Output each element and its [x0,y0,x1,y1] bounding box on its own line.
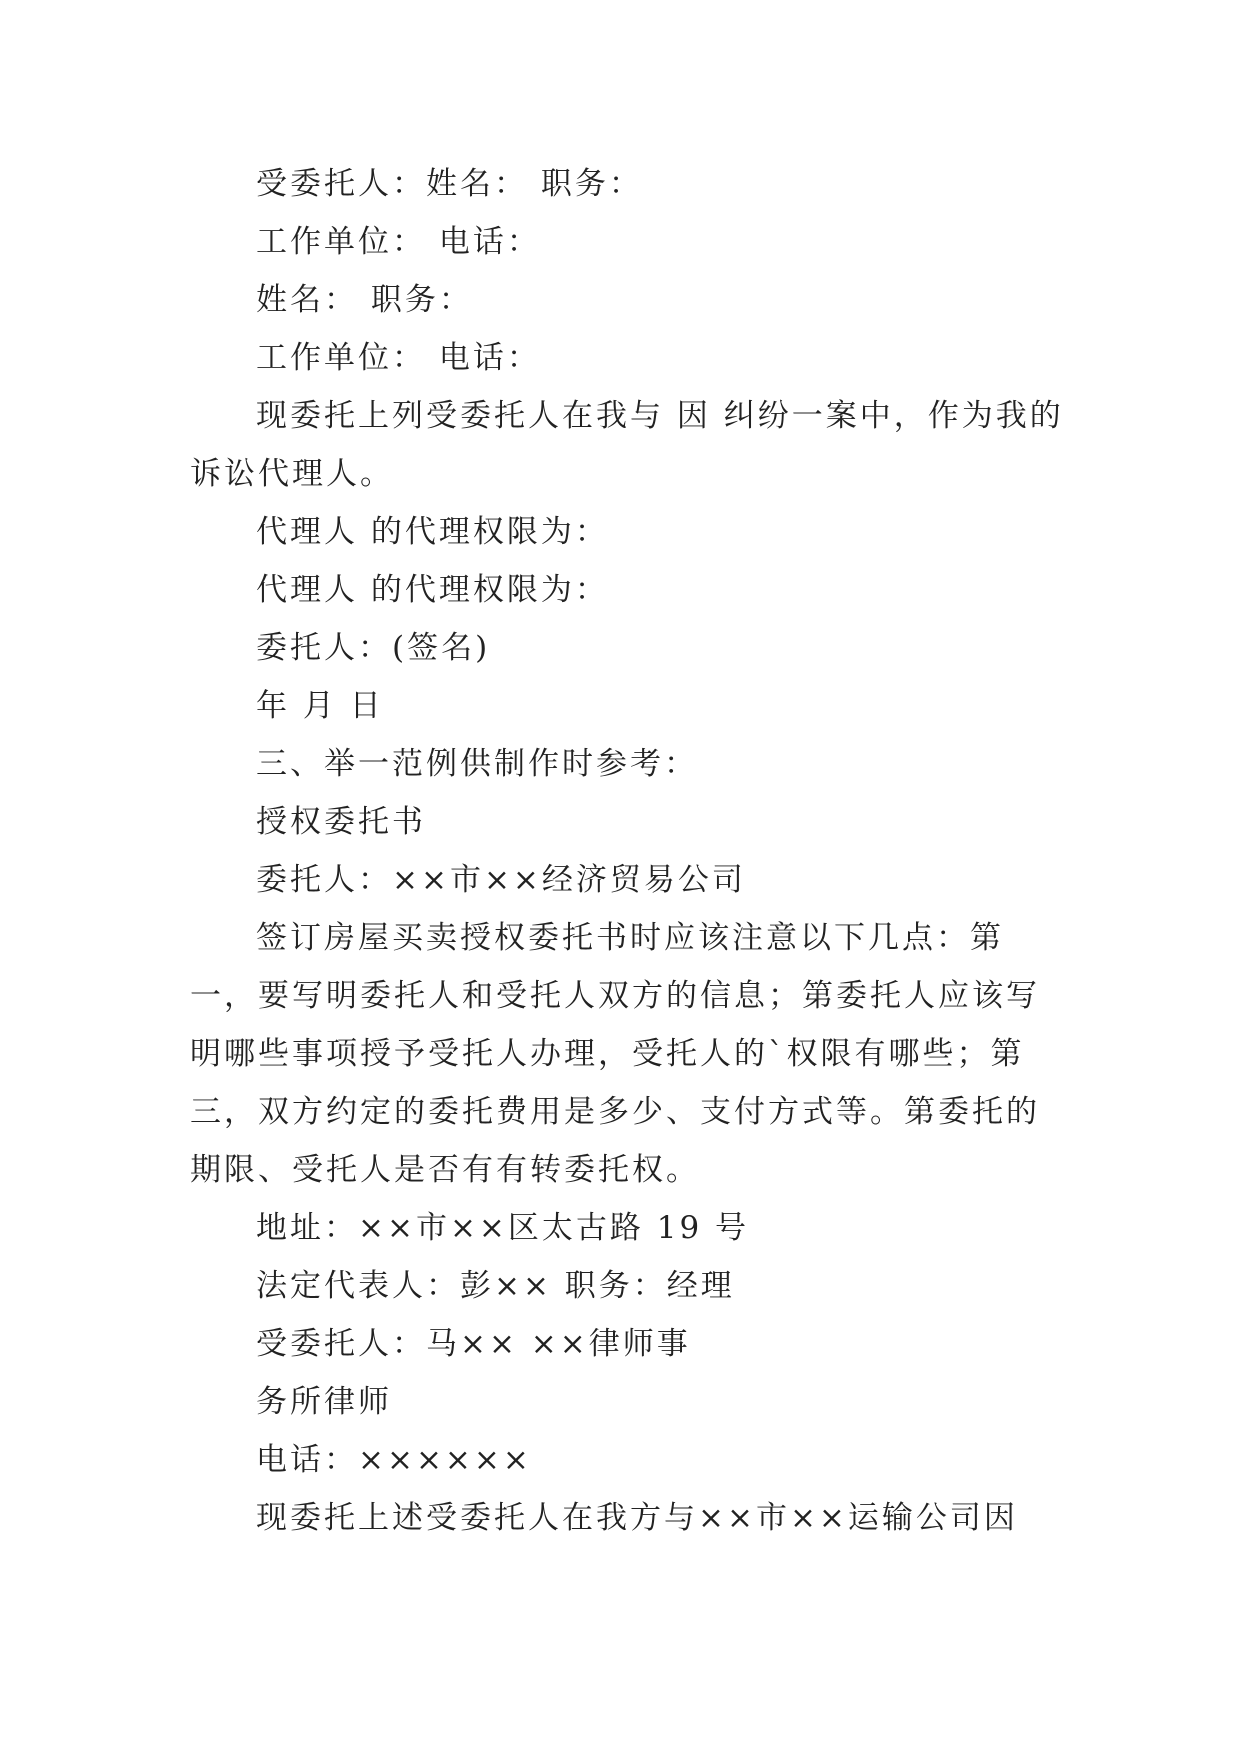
paragraph-second-name: 姓名： 职务： [256,282,473,318]
paragraph-example-principal: 委托人：××市××经济贸易公司 [256,862,746,898]
paragraph-entrust-statement: 现委托上列受委托人在我与 因 纠纷一案中，作为我的诉讼代理人。 [190,398,1064,492]
paragraph-example-trustee: 受委托人：马×× ××律师事 [256,1326,691,1362]
paragraph-notes: 签订房屋买卖授权委托书时应该注意以下几点：第一，要写明委托人和受托人双方的信息；第委托人应该写明哪些事项授予受托人办理，受托人的`权限有哪些；第三，双方约定的委托费用是多少、支付方式等。第委托的期限、受托人是否有有转委托权。 [190,920,1040,1188]
paragraph-date: 年 月 日 [256,688,384,724]
paragraph-trustee-name: 受委托人：姓名： 职务： [256,166,643,202]
paragraph-section-heading: 三、举一范例供制作时参考： [256,746,698,782]
paragraph-second-workplace: 工作单位： 电话： [256,340,541,376]
paragraph-example-title: 授权委托书 [256,804,426,840]
paragraph-legal-representative: 法定代表人：彭×× 职务：经理 [256,1268,735,1304]
paragraph-law-firm: 务所律师 [256,1384,392,1420]
paragraph-phone: 电话：×××××× [256,1442,532,1478]
paragraph-entrust-example: 现委托上述受委托人在我方与××市××运输公司因 [256,1500,1018,1536]
paragraph-address: 地址：××市××区太古路 19 号 [256,1210,750,1246]
document-body [190,155,1070,1547]
paragraph-agent-authority-2: 代理人 的代理权限为： [256,572,609,608]
paragraph-trustee-workplace: 工作单位： 电话： [256,224,541,260]
paragraph-agent-authority-1: 代理人 的代理权限为： [256,514,609,550]
paragraph-principal-signature: 委托人：(签名) [256,630,491,666]
